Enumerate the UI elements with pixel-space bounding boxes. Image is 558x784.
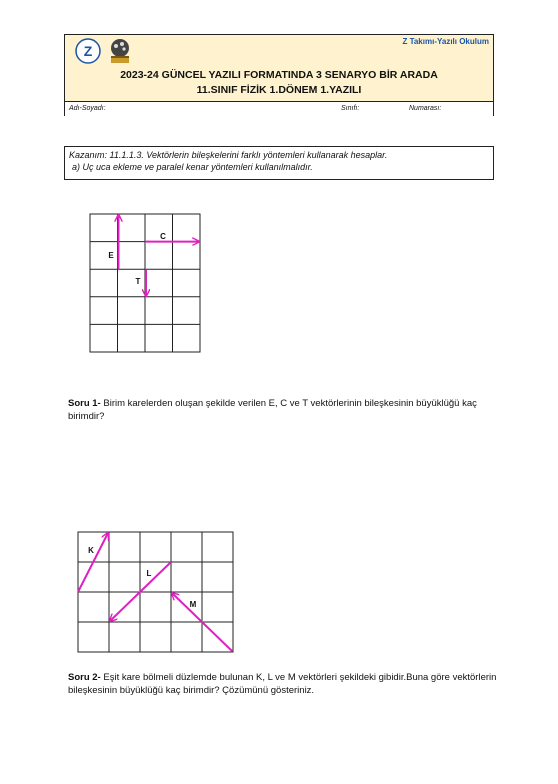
exam-title: 2023-24 GÜNCEL YAZILI FORMATINDA 3 SENARYO BİR ARADA (120, 69, 438, 81)
question-1-text: Birim karelerden oluşan şekilde verilen E, C ve T vektörlerinin bileşkesinin büyüklüğü kaç birimdir? (68, 398, 477, 422)
vector-grid-figure-1 (85, 208, 210, 358)
question-2 (68, 671, 498, 697)
brand-text: Z Takımı-Yazılı Okulum (402, 37, 489, 46)
exam-subtitle: 11.SINIF FİZİK 1.DÖNEM 1.YAZILI (196, 84, 362, 96)
question-2-text: Eşit kare bölmeli düzlemde bulunan K, L ve M vektörleri şekildeki gibidir.Buna göre vektörlerin bileşkesinin büyüklüğü kaç birimdir? Çözümünü gösteriniz. (68, 672, 497, 696)
exam-header (64, 34, 494, 116)
vector-m-label: M (189, 600, 197, 609)
class-label: Sınıfı: (341, 105, 360, 112)
learning-outcome-box (64, 146, 494, 180)
grid-2 (78, 532, 233, 652)
school-emblem-icon (107, 38, 133, 66)
learning-outcome-line2: a) Uç uca ekleme ve paralel kenar yöntemleri kullanılmalıdır. (72, 162, 313, 172)
vector-grid-figure-2 (74, 528, 239, 658)
vector-e-label: E (108, 251, 114, 260)
student-info-row (65, 101, 493, 116)
vector-l-label: L (146, 569, 152, 578)
number-label: Numarası: (409, 105, 442, 112)
question-1 (68, 397, 498, 423)
vector-k-label: K (88, 546, 94, 555)
vector-c-label: C (160, 232, 166, 241)
question-1-number: Soru 1- (68, 398, 101, 409)
learning-outcome-line1: Kazanım: 11.1.1.3. Vektörlerin bileşkelerini farklı yöntemleri kullanarak hesaplar. (69, 150, 388, 160)
vector-t-label: T (135, 277, 141, 286)
question-2-number: Soru 2- (68, 672, 101, 683)
name-label: Adı-Soyadı: (69, 105, 106, 112)
z-logo-icon (75, 38, 101, 64)
logo-letter: Z (83, 43, 93, 59)
